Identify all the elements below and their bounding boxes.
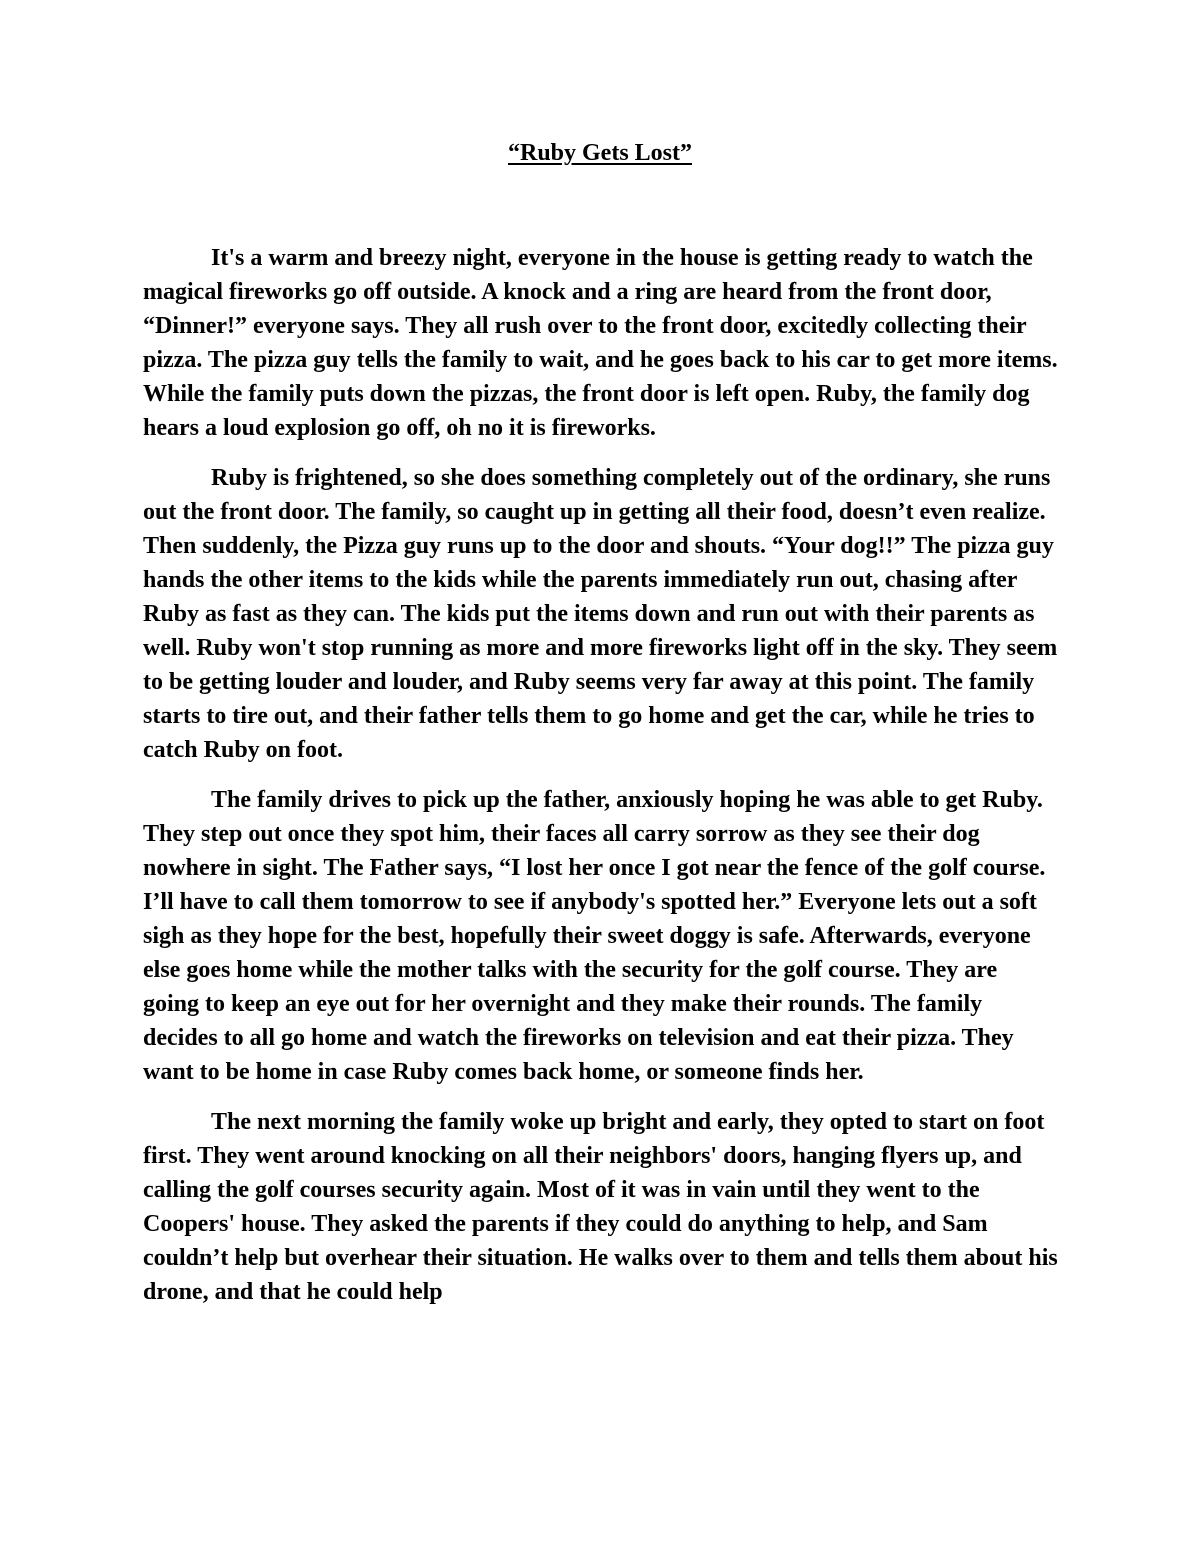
paragraph-1: It's a warm and breezy night, everyone in the house is getting ready to watch the magical fireworks go off outside. A knock and a ring are heard from the front door, “Dinner!” everyone says. They all rush over to the front door, excitedly collecting their pizza. The pizza guy tells the family to wait, and he goes back to his car to get more items. While the family puts down the pizzas, the front door is left open. Ruby, the family dog hears a loud explosion go off, oh no it is fireworks.: [143, 245, 1058, 441]
document-title: “Ruby Gets Lost”: [507, 140, 693, 166]
document-body: [143, 241, 1059, 1325]
paragraph-3: The family drives to pick up the father, anxiously hoping he was able to get Ruby. They step out once they spot him, their faces all carry sorrow as they see their dog nowhere in sight. The Father says, “I lost her once I got near the fence of the golf course. I’ll have to call them tomorrow to see if anybody's spotted her.” Everyone lets out a soft sigh as they hope for the best, hopefully their sweet doggy is safe. Afterwards, everyone else goes home while the mother talks with the security for the golf course. They are going to keep an eye out for her overnight and they make their rounds. The family decides to all go home and watch the fireworks on television and eat their pizza. They want to be home in case Ruby comes back home, or someone finds her.: [143, 787, 1046, 1085]
paragraph-2: Ruby is frightened, so she does something completely out of the ordinary, she runs out the front door. The family, so caught up in getting all their food, doesn’t even realize. Then suddenly, the Pizza guy runs up to the door and shouts. “Your dog!!” The pizza guy hands the other items to the kids while the parents immediately run out, chasing after Ruby as fast as they can. The kids put the items down and run out with their parents as well. Ruby won't stop running as more and more fireworks light off in the sky. They seem to be getting louder and louder, and Ruby seems very far away at this point. The family starts to tire out, and their father tells them to go home and get the car, while he tries to catch Ruby on foot.: [143, 465, 1058, 763]
paragraph-4: The next morning the family woke up bright and early, they opted to start on foot first. They went around knocking on all their neighbors' doors, hanging flyers up, and calling the golf courses security again. Most of it was in vain until they went to the Coopers' house. They asked the parents if they could do anything to help, and Sam couldn’t help but overhear their situation. He walks over to them and tells them about his drone, and that he could help: [143, 1109, 1058, 1305]
